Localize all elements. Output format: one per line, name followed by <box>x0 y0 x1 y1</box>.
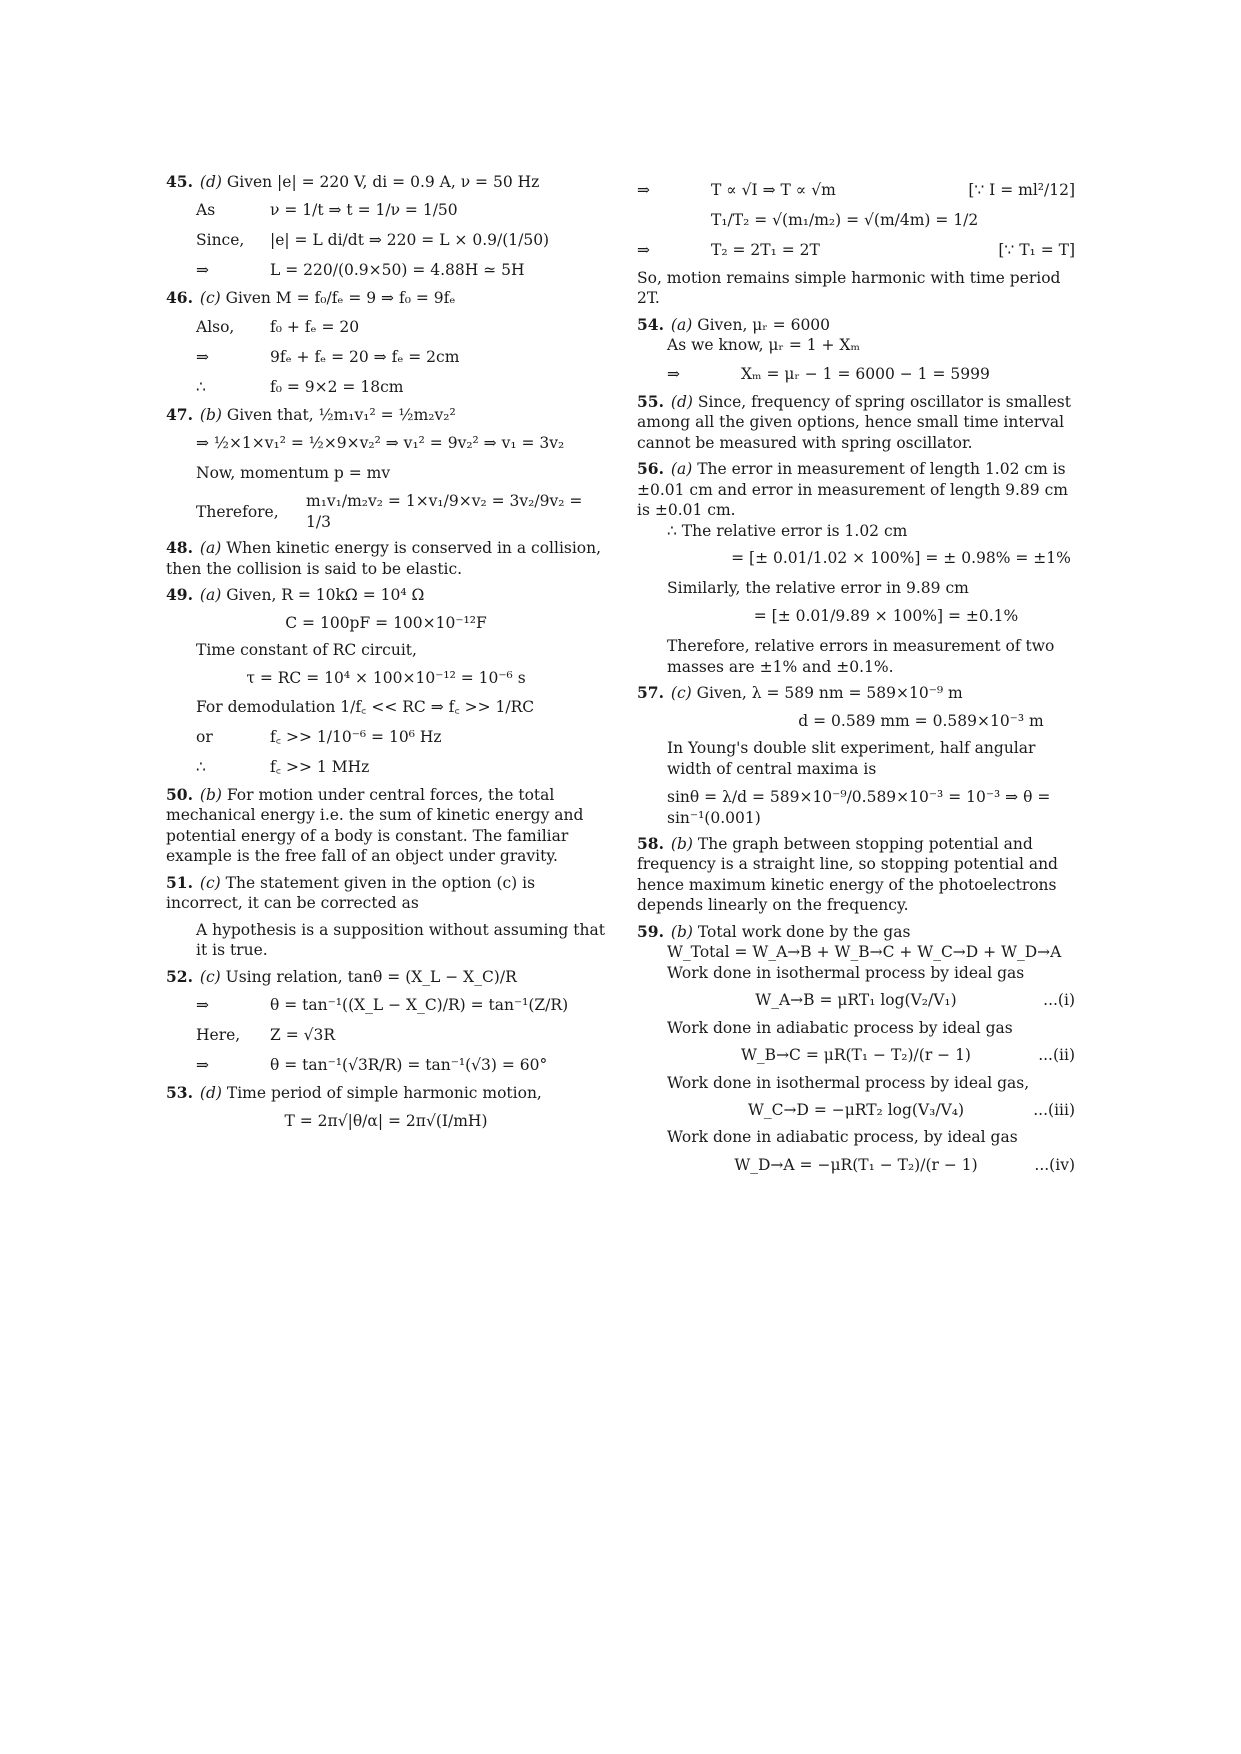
equation-tag: ...(iv) <box>1034 1155 1075 1174</box>
text-line: Work done in isothermal process by ideal gas <box>667 963 1025 982</box>
equation: L = 220/(0.9×50) = 4.88H ≃ 5H <box>270 261 525 280</box>
equation: ⇒ ½×1×v₁² = ½×9×v₂² ⇒ v₁² = 9v₂² ⇒ v₁ = 3v₂ <box>196 434 565 453</box>
question-number: 49. <box>166 585 193 605</box>
text-line: ∴ The relative error is 1.02 cm <box>667 521 908 540</box>
question-number: 59. <box>637 921 664 941</box>
step-label: ⇒ <box>667 364 680 383</box>
text-line: Work done in isothermal process by ideal gas, <box>667 1073 1030 1092</box>
question-46 <box>166 288 606 398</box>
question-number: 54. <box>637 314 664 334</box>
answer-text: Time period of simple harmonic motion, <box>226 1084 542 1103</box>
question-given: Given M = f₀/fₑ = 9 ⇒ f₀ = 9fₑ <box>225 289 456 308</box>
answer-option: (c) <box>199 873 221 892</box>
equation: W_B→C = μR(T₁ − T₂)/(r − 1) <box>741 1046 971 1065</box>
answer-text: The error in measurement of length 1.02 cm is ±0.01 cm and error in measurement of length 9.89 cm is ±0.01 cm. <box>637 460 1068 520</box>
question-given: Given, μᵣ = 6000 <box>697 315 831 334</box>
question-number: 46. <box>166 288 193 308</box>
question-given: Given that, ½m₁v₁² = ½m₂v₂² <box>226 405 456 424</box>
equation: T₂ = 2T₁ = 2T <box>711 240 820 259</box>
right-column <box>637 172 1075 1182</box>
question-49 <box>166 585 606 779</box>
step-label: ⇒ <box>196 261 209 280</box>
equation: Xₘ = μᵣ − 1 = 6000 − 1 = 5999 <box>741 364 990 383</box>
equation: W_D→A = −μR(T₁ − T₂)/(r − 1) <box>734 1155 978 1174</box>
equation: f₀ + fₑ = 20 <box>270 317 360 336</box>
answer-option: (a) <box>670 315 693 334</box>
answer-option: (b) <box>670 834 693 853</box>
step-label: Therefore, <box>196 502 279 521</box>
question-number: 53. <box>166 1083 193 1103</box>
equation: T = 2π√|θ/α| = 2π√(I/mH) <box>284 1111 488 1130</box>
equation: m₁v₁/m₂v₂ = 1×v₁/9×v₂ = 3v₂/9v₂ = 1/3 <box>306 492 583 531</box>
answer-option: (a) <box>670 460 693 479</box>
question-number: 56. <box>637 459 664 479</box>
answer-option: (a) <box>199 586 222 605</box>
step-label: ∴ <box>196 377 206 396</box>
question-58 <box>637 834 1075 916</box>
step-label: ⇒ <box>196 995 209 1014</box>
text-line: Similarly, the relative error in 9.89 cm <box>667 579 969 598</box>
equation: f₀ = 9×2 = 18cm <box>270 377 404 396</box>
answer-text: Since, frequency of spring oscillator is smallest among all the given options, hence small time interval cannot be measured with spring oscillator. <box>637 392 1071 452</box>
answer-text: The statement given in the option (c) is incorrect, it can be corrected as <box>166 873 536 913</box>
answer-option: (b) <box>670 922 693 941</box>
text-line: In Young's double slit experiment, half angular width of central maxima is <box>667 739 1036 778</box>
answer-text: When kinetic energy is conserved in a collision, then the collision is said to be elastic. <box>166 539 602 578</box>
question-47 <box>166 405 606 532</box>
equation: θ = tan⁻¹(√3R/R) = tan⁻¹(√3) = 60° <box>270 1055 548 1074</box>
question-50 <box>166 785 606 867</box>
question-54 <box>637 315 1075 386</box>
question-number: 50. <box>166 784 193 804</box>
equation: sinθ = λ/d = 589×10⁻⁹/0.589×10⁻³ = 10⁻³ ⇒ θ = sin⁻¹(0.001) <box>667 788 1051 827</box>
equation-row <box>637 1045 1075 1065</box>
answer-option: (d) <box>670 392 693 411</box>
equation: Z = √3R <box>270 1025 336 1044</box>
step-label: Since, <box>196 231 245 250</box>
equation: = [± 0.01/1.02 × 100%] = ± 0.98% = ±1% <box>731 548 1071 567</box>
equation: C = 100pF = 100×10⁻¹²F <box>285 613 487 632</box>
question-number: 57. <box>637 683 664 703</box>
question-number: 58. <box>637 833 664 853</box>
text-line: Therefore, relative errors in measurement of two masses are ±1% and ±0.1%. <box>667 637 1055 676</box>
equation-note: [∵ I = ml²/12] <box>968 180 1075 199</box>
question-given: Using relation, tanθ = (X_L − X_C)/R <box>225 967 517 986</box>
question-number: 55. <box>637 391 664 411</box>
step-label: ⇒ <box>637 180 650 199</box>
equation-row <box>637 1100 1075 1120</box>
equation-note: [∵ T₁ = T] <box>998 240 1075 259</box>
equation: W_Total = W_A→B + W_B→C + W_C→D + W_D→A <box>667 943 1062 962</box>
question-55 <box>637 392 1075 453</box>
step-label: Also, <box>196 317 235 336</box>
question-number: 45. <box>166 172 193 191</box>
equation: ν = 1/t ⇒ t = 1/ν = 1/50 <box>270 201 458 220</box>
equation: T₁/T₂ = √(m₁/m₂) = √(m/4m) = 1/2 <box>711 210 979 229</box>
question-45 <box>166 172 606 282</box>
equation: θ = tan⁻¹((X_L − X_C)/R) = tan⁻¹(Z/R) <box>270 995 569 1014</box>
equation: For demodulation 1/f꜀ << RC ⇒ f꜀ >> 1/RC <box>196 697 535 716</box>
question-given: Total work done by the gas <box>697 922 911 941</box>
step-label: ⇒ <box>637 240 650 259</box>
text-line: Work done in adiabatic process, by ideal gas <box>667 1128 1018 1147</box>
equation-tag: ...(iii) <box>1033 1100 1075 1119</box>
question-51 <box>166 873 606 961</box>
step-label: ∴ <box>196 757 206 776</box>
question-57 <box>637 683 1075 828</box>
question-number: 52. <box>166 966 193 986</box>
left-column <box>166 172 606 1138</box>
step-label: ⇒ <box>196 1055 209 1074</box>
question-given: Given, R = 10kΩ = 10⁴ Ω <box>226 586 425 605</box>
question-given: Given, λ = 589 nm = 589×10⁻⁹ m <box>696 684 963 703</box>
answer-option: (a) <box>199 539 222 558</box>
answer-option: (c) <box>199 967 221 986</box>
question-59 <box>637 922 1075 1176</box>
answer-option: (d) <box>199 1084 222 1103</box>
text-line: Now, momentum p = mv <box>196 464 391 483</box>
equation: d = 0.589 mm = 0.589×10⁻³ m <box>798 711 1044 730</box>
answer-option: (c) <box>670 684 692 703</box>
step-label: or <box>196 727 213 746</box>
answer-text-2: A hypothesis is a supposition without assuming that it is true. <box>196 920 605 960</box>
question-56 <box>637 459 1075 677</box>
equation: T ∝ √I ⇒ T ∝ √m <box>711 180 836 199</box>
equation: τ = RC = 10⁴ × 100×10⁻¹² = 10⁻⁶ s <box>246 668 526 687</box>
equation: |e| = L di/dt ⇒ 220 = L × 0.9/(1/50) <box>270 231 550 250</box>
step-label: Here, <box>196 1025 241 1044</box>
equation: W_A→B = μRT₁ log(V₂/V₁) <box>755 991 957 1010</box>
equation-row <box>637 1155 1075 1175</box>
equation: f꜀ >> 1/10⁻⁶ = 10⁶ Hz <box>270 727 442 746</box>
question-53 <box>166 1083 606 1131</box>
text-line: As we know, μᵣ = 1 + Xₘ <box>667 336 860 355</box>
answer-option: (b) <box>199 405 222 424</box>
answer-option: (d) <box>199 173 222 191</box>
answer-text: The graph between stopping potential and frequency is a straight line, so stopping potential and hence maximum kinetic energy of the photoelectrons depends linearly on the frequency. <box>637 834 1058 915</box>
equation: = [± 0.01/9.89 × 100%] = ±0.1% <box>753 606 1019 625</box>
answer-option: (c) <box>199 289 221 308</box>
question-given: Given |e| = 220 V, di = 0.9 A, ν = 50 Hz <box>226 173 540 191</box>
question-number: 47. <box>166 404 193 424</box>
equation: 9fₑ + fₑ = 20 ⇒ fₑ = 2cm <box>270 347 460 366</box>
text-line: So, motion remains simple harmonic with time period 2T. <box>637 269 1061 308</box>
equation-tag: ...(i) <box>1043 991 1075 1010</box>
answer-option: (b) <box>199 785 222 804</box>
text-line: Time constant of RC circuit, <box>196 641 417 660</box>
step-label: As <box>196 201 216 220</box>
question-52 <box>166 967 606 1077</box>
equation: W_C→D = −μRT₂ log(V₃/V₄) <box>747 1100 965 1119</box>
equation: f꜀ >> 1 MHz <box>270 757 370 776</box>
text-line: Work done in adiabatic process by ideal gas <box>667 1018 1013 1037</box>
equation-row <box>637 990 1075 1010</box>
question-53-continued <box>637 178 1075 309</box>
answer-text: For motion under central forces, the total mechanical energy i.e. the sum of kinetic energy and potential energy of a body is constant. The familiar example is the free fall of an object under gravity. <box>166 785 584 866</box>
question-48 <box>166 538 606 579</box>
equation-tag: ...(ii) <box>1038 1046 1075 1065</box>
question-number: 48. <box>166 538 193 558</box>
question-number: 51. <box>166 872 193 892</box>
step-label: ⇒ <box>196 347 209 366</box>
